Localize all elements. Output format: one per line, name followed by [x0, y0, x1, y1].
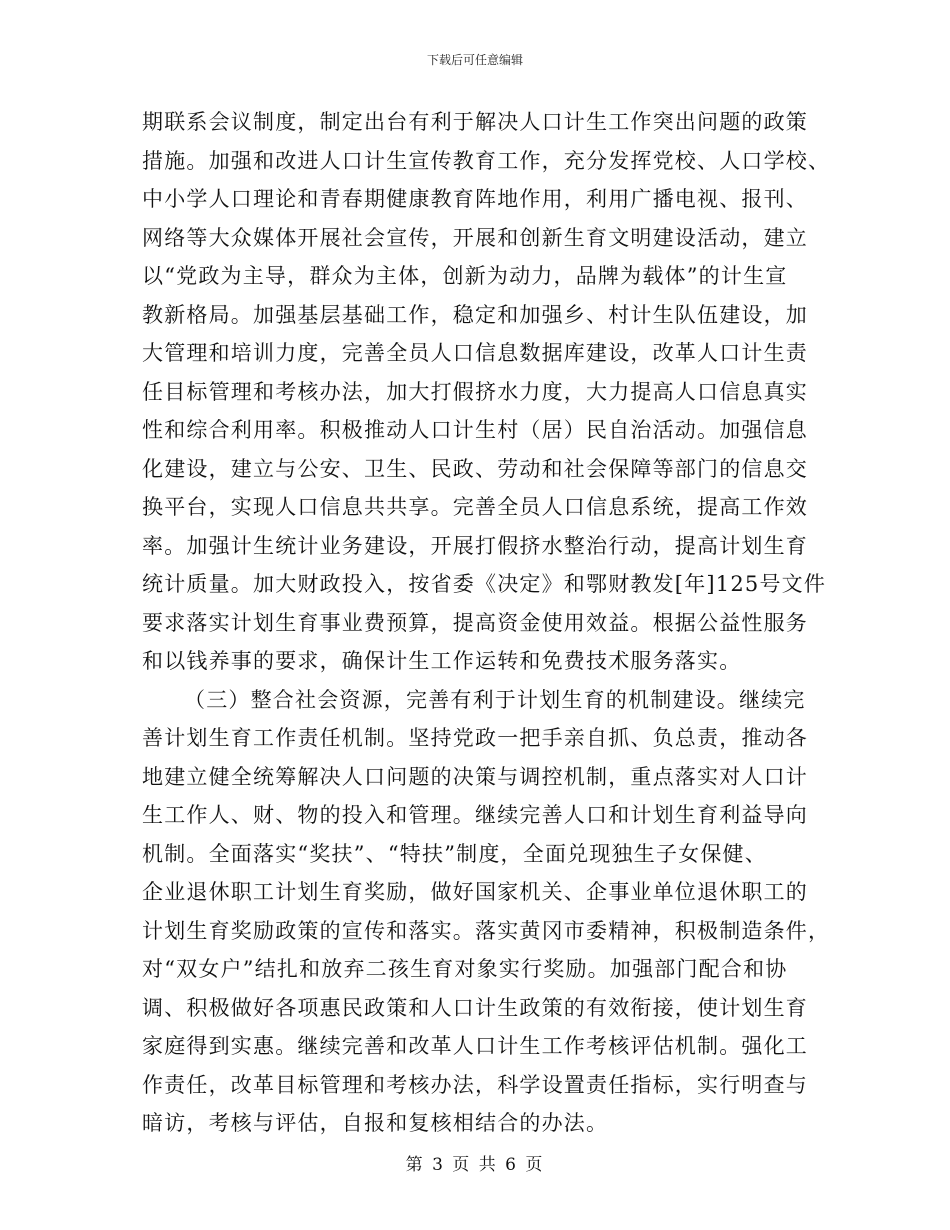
body-line: 中小学人口理论和青春期健康教育阵地作用，利用广播电视、报刊、 — [142, 187, 808, 211]
body-line: 调、积极做好各项惠民政策和人口计生政策的有效衔接，使计划生育 — [142, 995, 808, 1020]
body-line: 统计质量。加大财政投入，按省委《决定》和鄂财教发[年]125号文件 — [142, 572, 827, 596]
body-line: 生工作人、财、物的投入和管理。继续完善人口和计划生育利益导向 — [142, 803, 808, 827]
page-number-footer: 第 3 页 共 6 页 — [405, 1155, 545, 1175]
body-line: 对“双女户”结扎和放弃二孩生育对象实行奖励。加强部门配合和协 — [142, 957, 788, 981]
body-line: 地建立健全统筹解决人口问题的决策与调控机制，重点落实对人口计 — [142, 764, 808, 789]
body-line: 作责任，改革目标管理和考核办法，科学设置责任指标，实行明查与 — [142, 1072, 808, 1097]
body-line: 网络等大众媒体开展社会宣传，开展和创新生育文明建设活动，建立 — [142, 225, 808, 250]
body-line: 教新格局。加强基层基础工作，稳定和加强乡、村计生队伍建设，加 — [142, 302, 808, 327]
body-line: 计划生育奖励政策的宣传和落实。落实黄冈市委精神，积极制造条件， — [142, 918, 831, 943]
body-line: 大管理和培训力度，完善全员人口信息数据库建设，改革人口计生责 — [142, 341, 808, 365]
page-header: 下载后可任意编辑 — [426, 53, 523, 67]
body-line: 要求落实计划生育事业费预算，提高资金使用效益。根据公益性服务 — [142, 610, 808, 635]
body-line: 机制。全面落实“奖扶”、“特扶”制度，全面兑现独生子女保健、 — [142, 841, 767, 866]
body-line: 换平台，实现人口信息共共享。完善全员人口信息系统，提高工作效 — [142, 495, 808, 519]
body-line: 和以钱养事的要求，确保计生工作运转和免费技术服务落实。 — [142, 649, 742, 673]
body-line: 性和综合利用率。积极推动人口计生村（居）民自治活动。加强信息 — [142, 418, 808, 442]
body-line: 率。加强计生统计业务建设，开展打假挤水整治行动，提高计划生育 — [142, 533, 808, 558]
body-line: 期联系会议制度，制定出台有利于解决人口计生工作突出问题的政策 — [142, 110, 808, 134]
body-line: 家庭得到实惠。继续完善和改革人口计生工作考核评估机制。强化工 — [142, 1034, 808, 1058]
body-line: 以“党政为主导，群众为主体，创新为动力，品牌为载体”的计生宣 — [142, 264, 788, 288]
body-line: 措施。加强和改进人口计生宣传教育工作，充分发挥党校、人口学校、 — [142, 148, 831, 173]
document-body — [142, 103, 831, 1143]
section-heading-line: （三）整合社会资源，完善有利于计划生育的机制建设。继续完 — [184, 687, 806, 712]
body-line: 暗访，考核与评估，自报和复核相结合的办法。 — [142, 1111, 609, 1135]
body-line: 化建设，建立与公安、卫生、民政、劳动和社会保障等部门的信息交 — [142, 456, 808, 481]
body-line: 企业退休职工计划生育奖励，做好国家机关、企事业单位退休职工的 — [142, 880, 808, 904]
body-line: 善计划生育工作责任机制。坚持党政一把手亲自抓、负总责，推动各 — [142, 726, 808, 750]
body-line: 任目标管理和考核办法，加大打假挤水力度，大力提高人口信息真实 — [142, 379, 808, 404]
